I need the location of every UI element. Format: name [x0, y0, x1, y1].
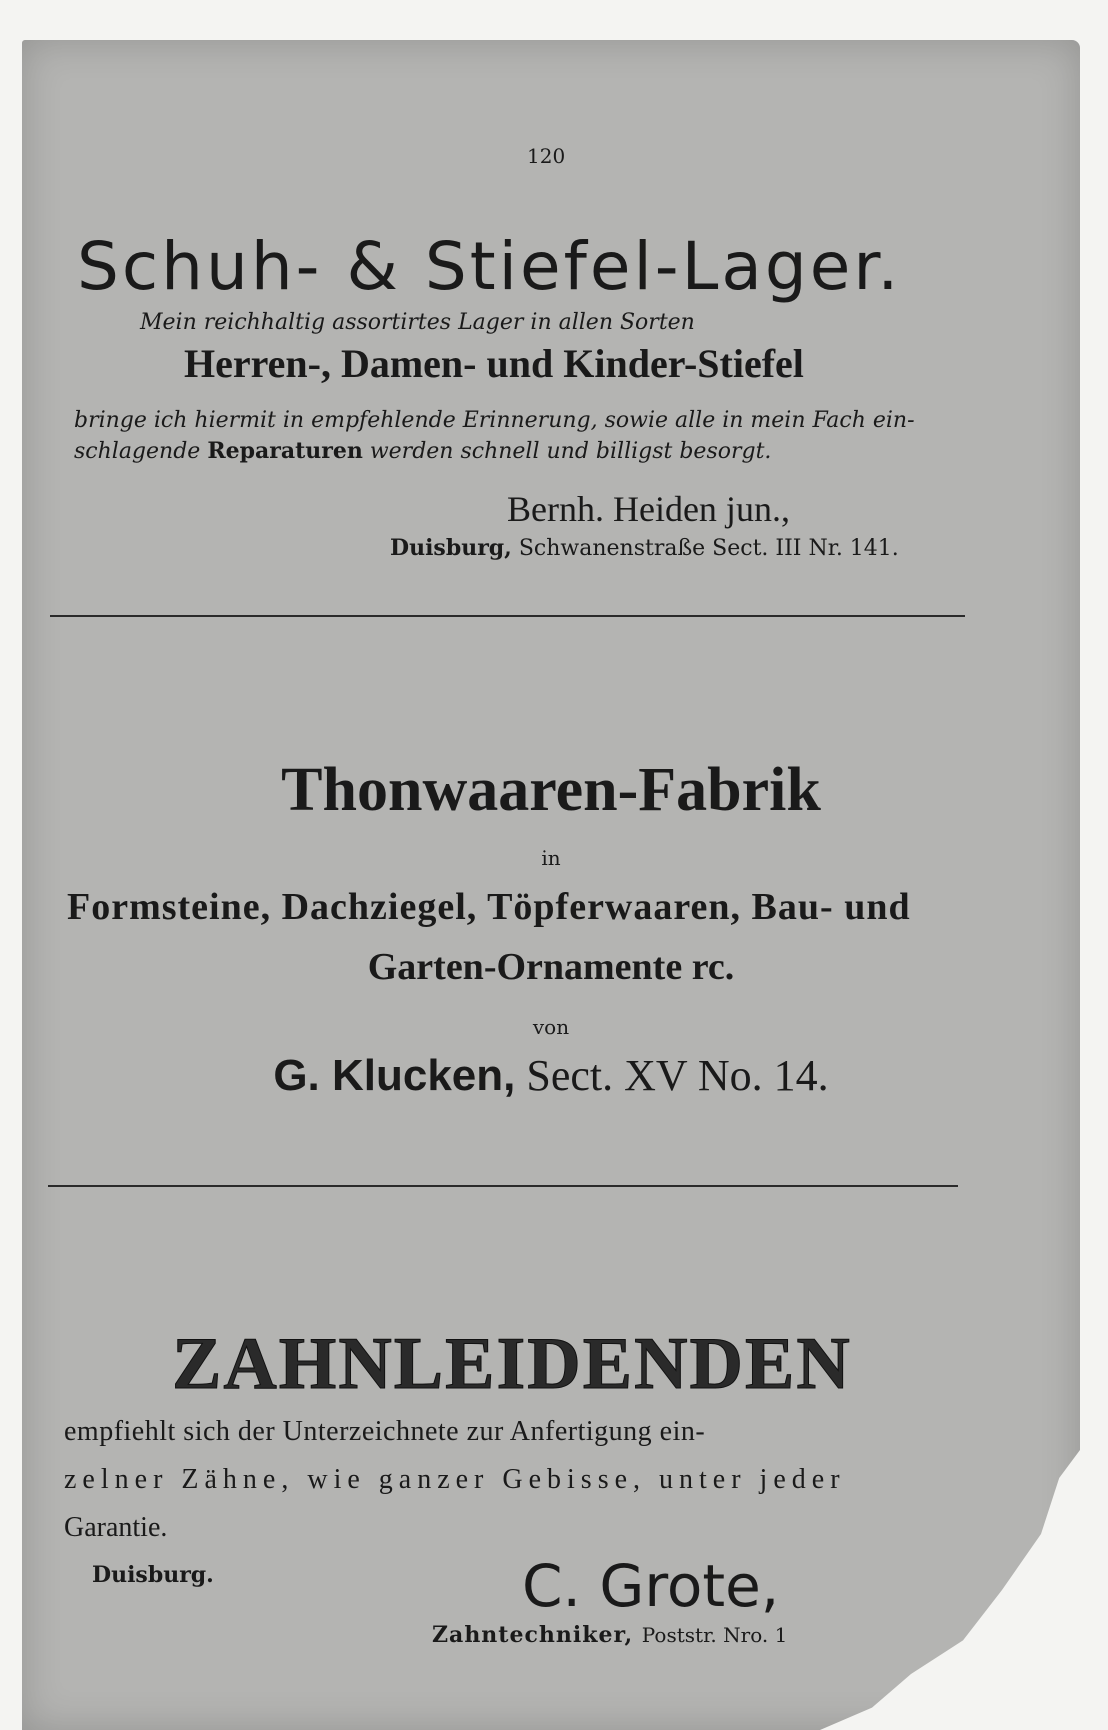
ad3-address: Poststr. Nro. 1 [641, 1623, 788, 1647]
ad3-signer: C. Grote, [522, 1552, 780, 1620]
ad1-signer: Bernh. Heiden jun., [507, 489, 790, 529]
ad3-body-line2: zelner Zähne, wie ganzer Gebisse, unter jeder [64, 1464, 846, 1495]
torn-corner [820, 1450, 1080, 1730]
ad2-maker-name: G. Klucken, [273, 1051, 516, 1100]
ad1-body-line1: bringe ich hiermit in empfehlende Erinnerung, sowie alle in mein Fach ein- [74, 408, 915, 433]
ad2-line2: Garten-Ornamente rc. [367, 946, 735, 988]
ad2-line1: Formsteine, Dachziegel, Töpferwaaren, Bau- und [67, 886, 911, 928]
page-number: 120 [527, 144, 566, 168]
divider-rule [50, 615, 965, 617]
ad1-intro: Mein reichhaltig assortirtes Lager in allen Sorten [140, 310, 695, 335]
ad2-von: von [532, 1015, 570, 1039]
ad1-address [390, 535, 899, 561]
ad1-body-line2-pre: schlagende [74, 439, 201, 464]
ad1-body-line2 [74, 438, 771, 464]
ad1-title: Schuh- & Stiefel-Lager. [77, 228, 902, 305]
ad2-in: in [541, 846, 561, 870]
ad3-body-line1: empfiehlt sich der Unterzeichnete zur Anfertigung ein- [64, 1416, 706, 1447]
ad1-heading: Herren-, Damen- und Kinder-Stiefel [184, 341, 804, 386]
ad3-trade-line [432, 1622, 787, 1648]
ad2-maker [22, 1050, 1080, 1101]
ad2-maker-address: Sect. XV No. 14. [526, 1051, 829, 1100]
ad3-body-line3: Garantie. [64, 1512, 168, 1543]
divider-rule [48, 1185, 958, 1187]
ad1-body-line2-post: werden schnell und billigst besorgt. [369, 439, 772, 464]
ad2-title: Thonwaaren-Fabrik [281, 756, 821, 824]
ad1-body-line2-bold: Reparaturen [207, 438, 363, 464]
ad3-trade: Zahntechniker, [432, 1622, 634, 1648]
ad1-address-city: Duisburg, [390, 535, 512, 561]
ad1-address-rest: Schwanenstraße Sect. III Nr. 141. [518, 536, 899, 561]
ad3-city: Duisburg. [92, 1562, 214, 1588]
ad3-title: ZAHNLEIDENDEN [172, 1323, 852, 1405]
newspaper-page [22, 40, 1080, 1730]
